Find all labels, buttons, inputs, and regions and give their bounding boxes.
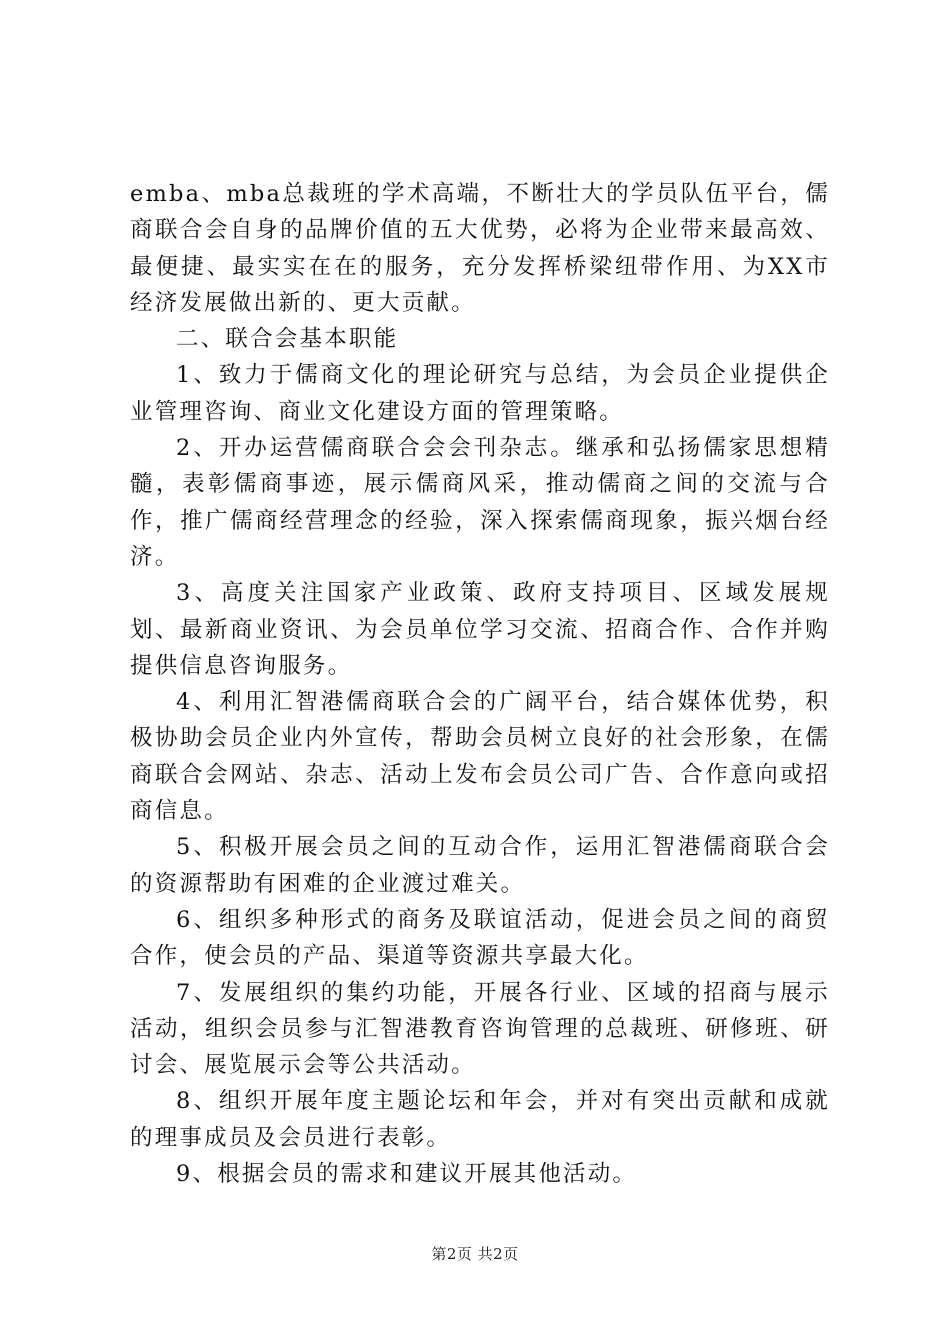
list-item-function-8: 8、组织开展年度主题论坛和年会，并对有突出贡献和成就的理事成员及会员进行表彰。	[130, 1088, 830, 1151]
list-item-function-4: 4、利用汇智港儒商联合会的广阔平台，结合媒体优势，积极协助会员企业内外宣传，帮助会员树立良好的社会形象，在儒商联合会网站、杂志、活动上发布会员公司广告、合作意向或招商信息。	[130, 689, 830, 825]
list-item-function-1: 1、致力于儒商文化的理论研究与总结，为会员企业提供企业管理咨询、商业文化建设方面的管理策略。	[130, 362, 830, 425]
section-heading-basic-functions: 二、联合会基本职能	[176, 326, 399, 353]
list-item-function-2: 2、开办运营儒商联合会会刊杂志。继承和弘扬儒家思想精髓，表彰儒商事迹，展示儒商风采，推动儒商之间的交流与合作，推广儒商经营理念的经验，深入探索儒商现象，振兴烟台经济。	[130, 435, 830, 570]
list-item-function-7: 7、发展组织的集约功能，开展各行业、区域的招商与展示活动，组织会员参与汇智港教育咨询管理的总裁班、研修班、研讨会、展览展示会等公共活动。	[130, 979, 830, 1079]
list-item-function-3: 3、高度关注国家产业政策、政府支持项目、区域发展规划、最新商业资讯、为会员单位学习交流、招商合作、合作并购提供信息咨询服务。	[130, 580, 830, 679]
list-item-function-6: 6、组织多种形式的商务及联谊活动，促进会员之间的商贸合作，使会员的产品、渠道等资源共享最大化。	[130, 906, 830, 970]
document-body	[130, 176, 830, 1192]
list-item-function-5: 5、积极开展会员之间的互动合作，运用汇智港儒商联合会的资源帮助有困难的企业渡过难关。	[130, 834, 830, 897]
paragraph-intro-continued: emba、mba总裁班的学术高端，不断壮大的学员队伍平台，儒商联合会自身的品牌价值的五大优势，必将为企业带来最高效、最便捷、最实实在在的服务，充分发挥桥梁纽带作用、为XX市经济发展做出新的、更大贡献。	[130, 181, 830, 316]
list-item-function-9: 9、根据会员的需求和建议开展其他活动。	[176, 1161, 638, 1188]
page-number-footer: 第2页 共2页	[431, 1245, 519, 1263]
